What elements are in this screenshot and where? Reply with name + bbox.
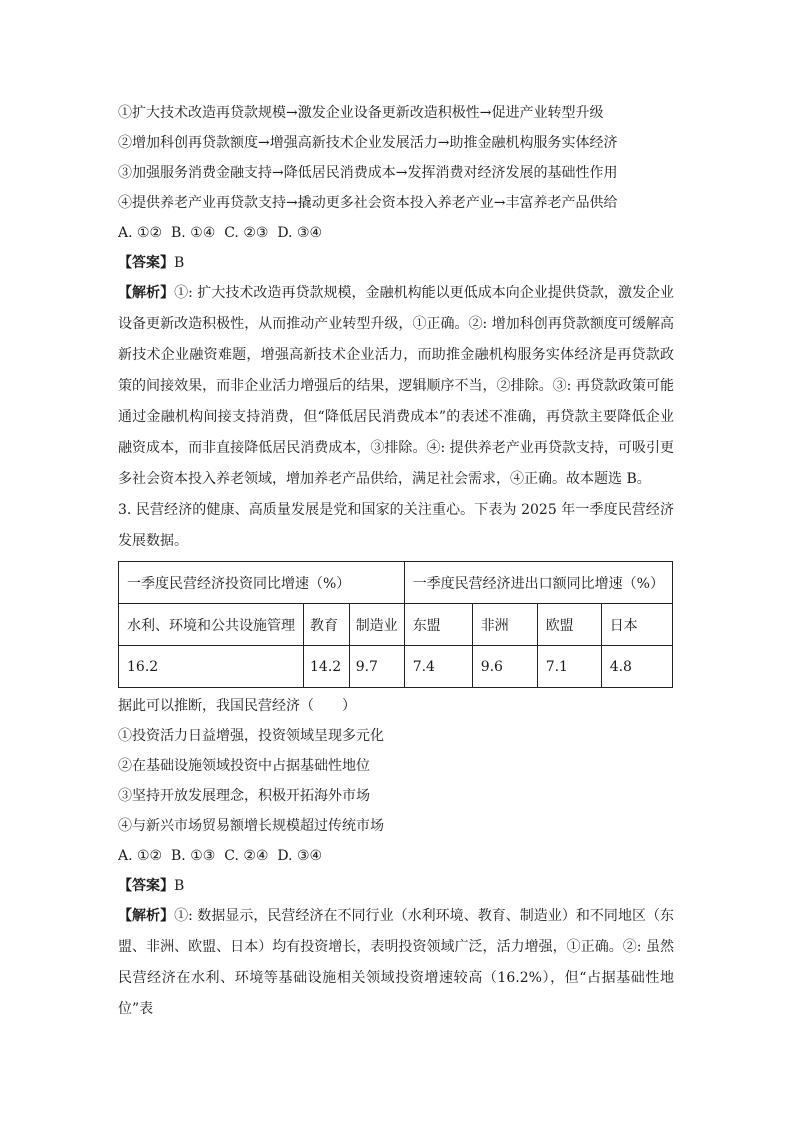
q3-answer (118, 871, 674, 901)
q3-option-1: ①投资活力日益增强，投资领域呈现多元化 (118, 728, 384, 744)
q3-option-4: ④与新兴市场贸易额增长规模超过传统市场 (118, 818, 384, 834)
q3-analysis-text: ①: 数据显示，民营经济在不同行业（水利环境、教育、制造业）和不同地区（东盟、非洲、欧盟、日本）均有投资增长，表明投资领域广泛，活力增强，①正确。②: 虽然民营经济在水利、环境等基础设施相关领域投资增速较高（16.2%），但“占据基础性地位”表 (118, 908, 675, 1017)
q3-analysis (118, 901, 674, 1025)
q2-analysis (118, 278, 674, 495)
q3-stem: 3. 民营经济的健康、高质量发展是党和国家的关注重心。下表为 2025 年一季度民营经济发展数据。 (118, 502, 674, 549)
col-africa: 非洲 (472, 604, 537, 646)
q2-option-2: ②增加科创再贷款额度→增强高新技术企业发展活力→助推金融机构服务实体经济 (118, 135, 618, 151)
q3-prompt: 据此可以推断，我国民营经济（ ） (118, 698, 356, 714)
q2-answer-label: 【答案】 (118, 255, 174, 271)
col-education: 教育 (304, 604, 350, 646)
col-japan: 日本 (601, 604, 672, 646)
q3-answer-value: B (174, 878, 185, 894)
q2-option-1: ①扩大技术改造再贷款规模→激发企业设备更新改造积极性→促进产业转型升级 (118, 105, 604, 121)
cell-value: 14.2 (304, 646, 350, 688)
cell-value: 4.8 (601, 646, 672, 688)
private-economy-table (118, 561, 673, 688)
q2-choices: A. ①② B. ①④ C. ②③ D. ③④ (118, 225, 323, 241)
col-asean: 东盟 (404, 604, 472, 646)
col-water-environment: 水利、环境和公共设施管理 (119, 604, 304, 646)
cell-value: 7.1 (537, 646, 601, 688)
q2-answer-value: B (174, 255, 185, 271)
cell-value: 9.7 (349, 646, 404, 688)
q2-analysis-label: 【解析】 (118, 285, 175, 301)
q3-option-3: ③坚持开放发展理念，积极开拓海外市场 (118, 788, 370, 804)
cell-value: 9.6 (472, 646, 537, 688)
investment-growth-header: 一季度民营经济投资同比增速（%） (119, 562, 405, 604)
table-column-header-row (119, 604, 673, 646)
col-eu: 欧盟 (537, 604, 601, 646)
cell-value: 7.4 (404, 646, 472, 688)
document-page (118, 98, 674, 1025)
q2-option-4: ④提供养老产业再贷款支持→撬动更多社会资本投入养老产业→丰富养老产品供给 (118, 195, 618, 211)
cell-value: 16.2 (119, 646, 304, 688)
col-manufacturing: 制造业 (349, 604, 404, 646)
q2-analysis-text: ①: 扩大技术改造再贷款规模，金融机构能以更低成本向企业提供贷款，激发企业设备更新改造积极性，从而推动产业转型升级，①正确。②: 增加科创再贷款额度可缓解高新技术企业融资难题，增强高新技术企业活力，而助推金融机构服务实体经济是再贷款政策的间接效果，而非企业活力增强后的结果，逻辑顺序不当，②排除。③: 再贷款政策可能通过金融机构间接支持消费，但“降低居民消费成本”的表述不准确，再贷款主要降低企业融资成本，而非直接降低居民消费成本，③排除。④: 提供养老产业再贷款支持，可吸引更多社会资本投入养老领域，增加养老产品供给，满足社会需求，④正确。故本题选 B。 (118, 285, 675, 487)
q3-choices: A. ①② B. ①③ C. ②④ D. ③④ (118, 848, 323, 864)
trade-growth-header: 一季度民营经济进出口额同比增速（%） (404, 562, 672, 604)
q3-analysis-label: 【解析】 (118, 908, 175, 924)
q3-answer-label: 【答案】 (118, 878, 174, 894)
q3-option-2: ②在基础设施领域投资中占据基础性地位 (118, 758, 370, 774)
table-group-header-row (119, 562, 673, 604)
table-value-row (119, 646, 673, 688)
q2-answer (118, 248, 674, 278)
q2-option-3: ③加强服务消费金融支持→降低居民消费成本→发挥消费对经济发展的基础性作用 (118, 165, 618, 181)
